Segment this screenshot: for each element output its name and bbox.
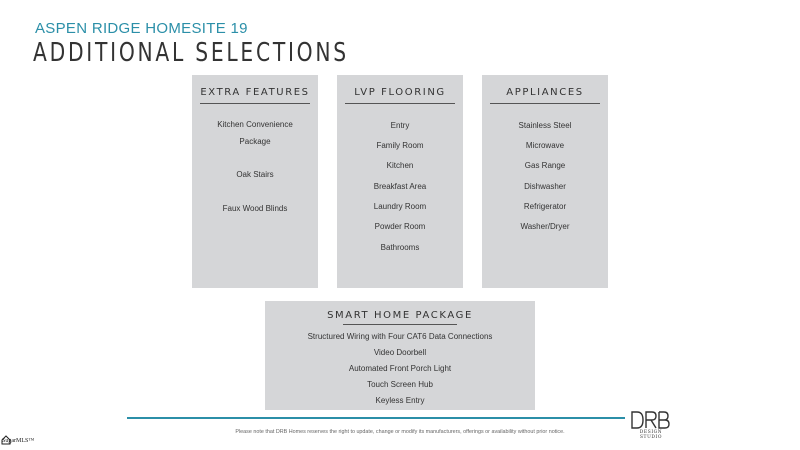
list-item: Laundry Room (373, 202, 427, 211)
list-item: Faux Wood Blinds (222, 204, 288, 213)
list-item: Stainless Steel (518, 121, 572, 130)
list-item: Keyless Entry (375, 396, 425, 405)
list-item: Powder Room (374, 222, 426, 231)
smart-home-panel (265, 301, 535, 410)
list-item: Microwave (525, 141, 565, 150)
appliances-rule (490, 103, 600, 104)
list-item: Kitchen Convenience (217, 120, 293, 129)
list-item: Entry (390, 121, 410, 130)
lvp-flooring-rule (345, 103, 455, 104)
appliances-heading: APPLIANCES (506, 87, 584, 98)
list-item: Dishwasher (524, 182, 566, 191)
list-item: Refrigerator (523, 202, 567, 211)
list-item: Touch Screen Hub (367, 380, 433, 389)
smart-home-rule (343, 324, 457, 325)
list-item: Oak Stairs (236, 170, 274, 179)
list-item: Kitchen (386, 161, 414, 170)
list-item: Breakfast Area (373, 182, 427, 191)
list-item: Automated Front Porch Light (348, 364, 452, 373)
extra-features-panel (192, 75, 318, 288)
smart-home-heading: SMART HOME PACKAGE (327, 310, 473, 321)
page-title: ADDITIONAL SELECTIONS (33, 38, 349, 68)
list-item: Gas Range (524, 161, 566, 170)
list-item: Family Room (376, 141, 424, 150)
extra-features-rule (200, 103, 310, 104)
design-studio-label: DESIGN STUDIO (639, 430, 663, 440)
list-item: Washer/Dryer (520, 222, 570, 231)
disclaimer-note: Please note that DRB Homes reserves the right to update, change or modify its manufacturers, offerings or availability without prior notice. (235, 429, 565, 435)
mls-watermark: SugarMLS™ (2, 438, 35, 444)
list-item: Structured Wiring with Four CAT6 Data Connections (307, 332, 493, 341)
list-item: Bathrooms (380, 243, 420, 252)
appliances-panel (482, 75, 608, 288)
homesite-subtitle: ASPEN RIDGE HOMESITE 19 (35, 20, 248, 37)
lvp-flooring-panel (337, 75, 463, 288)
footer-divider (127, 417, 625, 419)
extra-features-heading: EXTRA FEATURES (200, 87, 310, 98)
list-item: Package (239, 137, 271, 146)
list-item: Video Doorbell (373, 348, 427, 357)
lvp-flooring-heading: LVP FLOORING (354, 87, 446, 98)
